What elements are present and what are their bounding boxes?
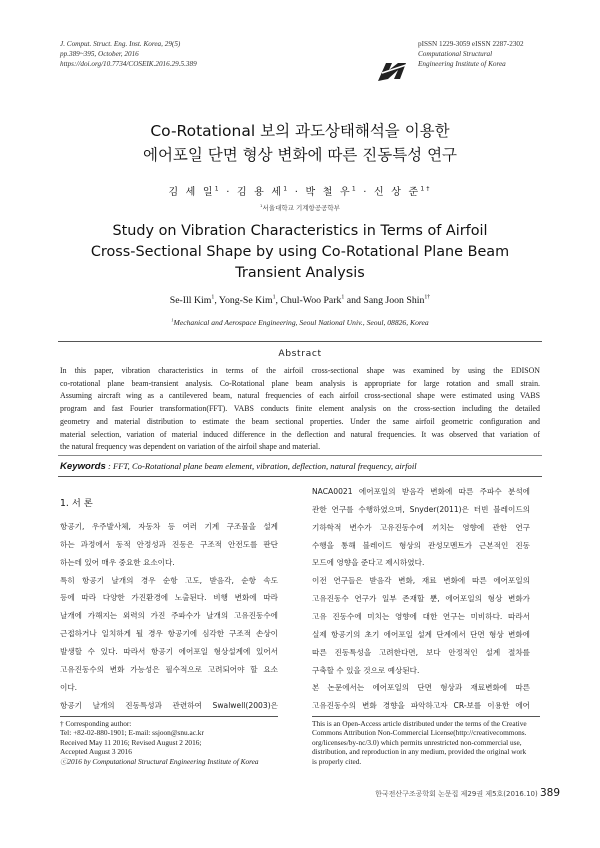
citation-line: J. Comput. Struct. Eng. Inst. Korea, 29(5) bbox=[60, 40, 181, 48]
footnote-line: Accepted August 3 2016 bbox=[60, 747, 132, 757]
issn-block bbox=[418, 39, 568, 69]
body-line: 발생할 수 있다. 따라서 항공기 에어포일 형상설계에 있어서 bbox=[60, 646, 278, 656]
korean-affiliation bbox=[40, 203, 560, 212]
affil-mark: 1 bbox=[214, 185, 221, 193]
society-name-line: Computational Structural bbox=[418, 50, 493, 58]
affil-mark: 1 bbox=[272, 294, 276, 301]
abstract-line: material selection, variation of material induced difference in the deflection and natural frequencies. It was observed that variation of bbox=[60, 429, 540, 439]
body-line: 따른 진동특성을 고려한다면, 보다 안정적인 설계 절차를 bbox=[312, 647, 530, 657]
section-heading: 1. 서 론 bbox=[60, 498, 93, 509]
license-line: org/licenses/by-nc/3.0) which permits unrestricted non-commercial use, bbox=[312, 737, 522, 747]
affil-mark: 1† bbox=[424, 294, 431, 301]
footnote-left bbox=[60, 719, 259, 766]
license-line: Commons Attribution Non-Commercial License(http://creativecommons. bbox=[312, 728, 527, 738]
affil-mark: 1 bbox=[260, 202, 263, 208]
author-name: · 신 상 준 bbox=[357, 187, 421, 198]
body-line: 하는 과정에서 동적 안정성과 진동은 구조적 안전도를 판단 bbox=[60, 539, 278, 549]
body-line: 하는데 있어 매우 중요한 요소이다. bbox=[60, 557, 175, 567]
affil-mark: 1 bbox=[283, 185, 290, 193]
footnote-line: Received May 11 2016; Revised August 2 2016; bbox=[60, 737, 202, 747]
footnote-right bbox=[312, 719, 527, 766]
body-line: 고유진동수 연구가 일부 존재할 뿐, 에어포일의 형상 변화가 bbox=[312, 594, 530, 604]
body-line: 이다. bbox=[60, 682, 78, 692]
abstract-line: co-rotational plane beam-transient analysis. Co-Rotational plane beam analysis is appropriate for large rotation and small strain. bbox=[60, 378, 540, 388]
affil-mark: 1 bbox=[171, 317, 174, 323]
body-line: 관한 연구를 수행하였으며, Snyder(2011)은 터빈 블레이드의 bbox=[312, 504, 530, 514]
body-line: 실제 항공기의 초기 에어포일 설계 단계에서 단면 형상 변화에 bbox=[312, 629, 530, 639]
footnote-rule bbox=[312, 716, 540, 717]
author-name: and Sang Joon Shin bbox=[344, 295, 425, 306]
body-line: NACA0021 에어포일의 받음각 변화에 따른 주파수 분석에 bbox=[312, 487, 530, 496]
page-footer bbox=[330, 787, 560, 799]
body-line: 고유진동수의 변화 가능성은 필수적으로 고려되어야 할 요소 bbox=[60, 664, 278, 674]
journal-citation bbox=[60, 39, 310, 69]
body-line: 항공기, 우주발사체, 자동차 등 여러 기계 구조물을 설계 bbox=[60, 522, 278, 531]
body-line: 모드에 영향을 준다고 제시하였다. bbox=[312, 558, 425, 568]
body-line: 이전 연구들은 받음각 변화, 재료 변화에 따른 에어포일의 bbox=[312, 576, 530, 586]
society-name-line: Engineering Institute of Korea bbox=[418, 60, 506, 68]
body-line: 등에 따라 다양한 가진환경에 노출된다. 비행 변화에 따라 bbox=[60, 593, 278, 603]
license-line: distribution, and reproduction in any medium, provided the original work bbox=[312, 747, 527, 757]
author-name: , Yong-Se Kim bbox=[214, 295, 273, 306]
abstract-line: Assuming aircraft wing as a cantilevered beam, natural frequencies of each airfoil cross-sectional shape were estimated using VABS bbox=[60, 391, 540, 401]
body-line: 고유 진동수에 미치는 영향에 대한 연구는 미비하다. 따라서 bbox=[312, 611, 530, 621]
author-name: · 박 철 우 bbox=[289, 187, 352, 198]
affil-mark: 1 bbox=[211, 294, 215, 301]
korean-title-line: Co-Rotational 보의 과도상태해석을 이용한 bbox=[150, 122, 450, 140]
affil-mark: 1† bbox=[420, 185, 432, 193]
author-name: 김 세 일 bbox=[168, 187, 215, 198]
affiliation-text: 서울대학교 기계항공공학부 bbox=[262, 204, 340, 212]
footnote-line: † Corresponding author: bbox=[60, 719, 132, 728]
body-line: 근접하거나 일치하게 될 경우 항공기에 심각한 구조적 손상이 bbox=[60, 629, 278, 639]
society-logo-icon bbox=[376, 59, 408, 83]
license-line: is properly cited. bbox=[312, 756, 362, 766]
english-authors bbox=[40, 295, 560, 306]
affil-mark: 1 bbox=[341, 294, 345, 301]
affiliation-text: Mechanical and Aerospace Engineering, Seoul National Univ., Seoul, 08826, Korea bbox=[173, 318, 429, 327]
body-line: 항공기 날개의 진동특성과 관련하여 Swalwell(2003)은 bbox=[60, 700, 278, 710]
page-number: 389 bbox=[539, 787, 560, 799]
english-affiliation bbox=[40, 318, 560, 327]
body-line: 기하학적 변수가 고유진동수에 끼치는 영향에 관한 연구 bbox=[312, 522, 530, 532]
keywords-text: : FFT, Co-Rotational plane beam element, vibration, deflection, natural frequency, airfoil bbox=[105, 461, 417, 471]
keywords-top-rule bbox=[58, 455, 542, 456]
abstract-top-rule bbox=[58, 341, 542, 342]
author-name: , Chul-Woo Park bbox=[275, 295, 342, 306]
affil-mark: 1 bbox=[351, 185, 358, 193]
citation-line: pp.389~395, October, 2016 bbox=[60, 50, 139, 58]
body-line: 고유진동수의 변화 경향을 파악하고자 CR-보를 이용한 에어 bbox=[312, 701, 530, 711]
body-line: 본 논문에서는 에어포일의 단면 형상과 재료변화에 따른 bbox=[312, 683, 530, 693]
korean-title-line: 에어포일 단면 형상 변화에 따른 진동특성 연구 bbox=[142, 146, 458, 164]
keywords-bottom-rule bbox=[58, 476, 542, 477]
body-line: 구축할 수 있을 것으로 예상된다. bbox=[312, 665, 420, 675]
copyright-line: ⓒ2016 by Computational Structural Engineering Institute of Korea bbox=[60, 756, 259, 766]
author-name: · 김 용 세 bbox=[220, 187, 284, 198]
keywords bbox=[60, 461, 540, 472]
author-name: Se-Ill Kim bbox=[169, 295, 212, 306]
license-line: This is an Open-Access article distributed under the terms of the Creative bbox=[312, 719, 527, 728]
english-title-line: Transient Analysis bbox=[235, 265, 365, 281]
keywords-label: Keywords bbox=[60, 461, 106, 472]
korean-authors bbox=[40, 183, 560, 198]
doi-line: https://doi.org/10.7734/COSEIK.2016.29.5.389 bbox=[60, 60, 197, 68]
body-line: 수행을 통해 블레이드 형상의 관성모멘트가 근본적인 진동 bbox=[312, 540, 530, 550]
abstract-heading: Abstract bbox=[278, 348, 322, 359]
journal-footer: 한국전산구조공학회 논문집 제29권 제5호(2016.10) bbox=[375, 790, 538, 798]
english-title-line: Cross-Sectional Shape by using Co-Rotational Plane Beam bbox=[90, 244, 510, 260]
footnote-rule bbox=[60, 716, 278, 717]
footnote-line: Tel: +82-02-880-1901; E-mail: ssjoon@snu.ac.kr bbox=[60, 728, 204, 738]
abstract-line: the natural frequency was dependent on variation of the airfoil shape and material. bbox=[60, 442, 321, 452]
english-title-line: Study on Vibration Characteristics in Terms of Airfoil bbox=[112, 223, 488, 239]
issn-line: pISSN 1229-3059 eISSN 2287-2302 bbox=[418, 40, 524, 48]
abstract-line: In this paper, vibration characteristics in terms of the airfoil cross-sectional shape was examined by using the EDISON bbox=[60, 366, 540, 375]
abstract-line: program and fast Fourier transformation(FFT). VABS conducts finite element analysis on the cross-section including the detailed bbox=[60, 404, 540, 414]
body-line: 특히 항공기 날개의 경우 순항 고도, 받음각, 순항 속도 bbox=[60, 575, 278, 585]
body-line: 날개에 가해지는 외력의 가진 주파수가 날개의 고유진동수에 bbox=[60, 611, 278, 621]
abstract-line: geometry and material distribution to estimate the beam sectional properties. Under the same airfoil geometric configuration and bbox=[60, 416, 540, 426]
